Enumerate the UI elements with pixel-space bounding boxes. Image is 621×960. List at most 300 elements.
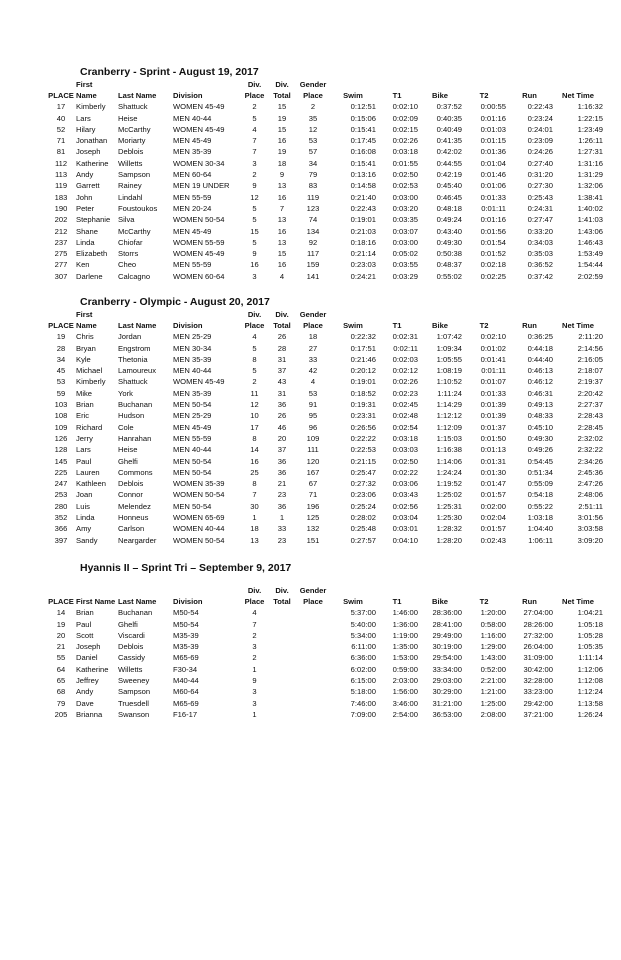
cell-gender-place: 96 — [308, 422, 318, 432]
cell-div-total: 36 — [277, 467, 287, 477]
cell-run: 37:21:00 — [523, 709, 553, 719]
cell-place: 190 — [54, 203, 68, 213]
cell-bike: 1:28:32 — [436, 524, 462, 534]
table-row — [46, 203, 603, 214]
cell-first-name: Kathleen — [76, 479, 106, 489]
cell-div-total: 36 — [277, 456, 287, 466]
cell-run: 0:49:30 — [527, 433, 553, 443]
header-gender-place: Place — [303, 321, 323, 330]
table-row — [46, 456, 603, 467]
section-title: Cranberry - Olympic - August 20, 2017 — [80, 296, 270, 308]
cell-t1: 0:02:54 — [392, 422, 418, 432]
cell-first-name: Peter — [76, 203, 95, 213]
cell-t1: 0:03:20 — [392, 203, 418, 213]
results-table — [46, 586, 603, 720]
header-top-place — [46, 80, 76, 90]
cell-place: 307 — [54, 271, 68, 281]
cell-t2: 0:01:37 — [480, 422, 506, 432]
cell-place: 28 — [56, 343, 66, 353]
header-top-swim — [330, 586, 376, 596]
cell-div-total — [268, 664, 296, 675]
cell-div-place: 8 — [252, 479, 257, 489]
table-row — [46, 501, 603, 512]
cell-first-name: Lars — [76, 445, 91, 455]
cell-t1: 1:56:00 — [392, 687, 418, 697]
header-top-first-name: First — [76, 310, 93, 319]
cell-place: 40 — [56, 113, 66, 123]
cell-div-total — [268, 686, 296, 697]
cell-div-place: 9 — [252, 249, 257, 259]
cell-division: WOMEN 45-49 — [173, 249, 225, 259]
header-net-time: Net Time — [562, 91, 594, 100]
cell-net-time: 2:18:07 — [577, 366, 603, 376]
cell-t1: 0:03:43 — [392, 490, 418, 500]
cell-first-name: Stephanie — [76, 215, 111, 225]
cell-div-place: 8 — [252, 433, 257, 443]
cell-bike: 28:41:00 — [432, 619, 462, 629]
cell-last-name: Swanson — [118, 709, 150, 719]
header-first-name: Name — [76, 91, 97, 100]
cell-div-place: 16 — [250, 456, 259, 466]
cell-last-name: York — [118, 388, 133, 398]
table-row — [46, 331, 603, 342]
cell-t1: 0:02:50 — [392, 170, 418, 180]
cell-last-name: Truesdell — [118, 698, 149, 708]
cell-last-name: Melendez — [118, 501, 151, 511]
cell-division: WOMEN 50-54 — [173, 490, 225, 500]
cell-net-time: 1:38:41 — [577, 192, 603, 202]
cell-last-name: Deblois — [118, 642, 144, 652]
cell-place: 225 — [54, 467, 68, 477]
header-top-gender-place: Gender — [299, 586, 327, 595]
cell-bike: 0:50:38 — [436, 249, 462, 259]
cell-t2: 2:08:00 — [480, 709, 506, 719]
cell-div-total: 20 — [277, 433, 287, 443]
cell-last-name: Calcagno — [118, 271, 151, 281]
cell-bike: 1:05:55 — [436, 354, 462, 364]
cell-place: 64 — [56, 664, 66, 674]
cell-division: WOMEN 55-59 — [173, 237, 225, 247]
cell-place: 366 — [54, 524, 68, 534]
cell-gender-place: 74 — [308, 215, 318, 225]
header-top-division — [173, 310, 241, 320]
cell-place: 45 — [56, 366, 66, 376]
cell-swim: 7:09:00 — [350, 709, 376, 719]
header-t2: T2 — [479, 321, 489, 330]
table-row — [46, 433, 603, 444]
header-first-name: First Name — [76, 597, 116, 606]
header-top-first-name — [76, 586, 118, 596]
header-top-last-name — [118, 586, 173, 596]
cell-div-place: 2 — [252, 102, 257, 112]
table-row — [46, 101, 603, 112]
table-row — [46, 135, 603, 146]
header-run: Run — [522, 321, 537, 330]
cell-first-name: Kimberly — [76, 377, 106, 387]
cell-first-name: Brian — [76, 608, 94, 618]
cell-t2: 0:01:54 — [480, 237, 506, 247]
cell-place: 145 — [54, 456, 68, 466]
header-top-t1 — [376, 310, 418, 320]
table-row — [46, 248, 603, 259]
header-div-total: Total — [273, 321, 291, 330]
cell-div-total: 7 — [279, 203, 285, 213]
cell-first-name: Joan — [76, 490, 93, 500]
cell-t2: 0:01:31 — [480, 456, 506, 466]
cell-division: M60-64 — [173, 687, 199, 697]
cell-div-total: 13 — [277, 181, 287, 191]
cell-div-place: 2 — [252, 170, 257, 180]
cell-gender-place: 53 — [308, 136, 318, 146]
header-div-place: Place — [244, 321, 265, 330]
cell-division: MEN 45-49 — [173, 422, 212, 432]
header-gender-place: Place — [303, 597, 323, 606]
cell-last-name: Viscardi — [118, 630, 145, 640]
cell-bike: 1:16:38 — [436, 445, 462, 455]
cell-run: 0:46:12 — [527, 377, 553, 387]
cell-first-name: Joseph — [76, 642, 101, 652]
cell-division: M65-69 — [173, 698, 199, 708]
cell-swim: 0:25:47 — [350, 467, 376, 477]
cell-last-name: Heise — [118, 113, 138, 123]
cell-run: 0:23:24 — [527, 113, 553, 123]
cell-gender-place: 34 — [308, 158, 318, 168]
cell-place: 119 — [54, 181, 68, 191]
cell-swim: 5:34:00 — [350, 630, 376, 640]
cell-last-name: Hanrahan — [118, 433, 152, 443]
results-body — [46, 331, 603, 546]
cell-bike: 1:14:06 — [436, 456, 462, 466]
table-row — [46, 709, 603, 720]
cell-net-time: 1:22:15 — [577, 113, 603, 123]
cell-bike: 1:15:03 — [436, 433, 462, 443]
cell-t1: 0:03:01 — [392, 524, 418, 534]
cell-bike: 30:29:00 — [432, 687, 462, 697]
header-top-division — [173, 586, 241, 596]
cell-gender-place: 141 — [306, 271, 320, 281]
cell-run: 30:42:00 — [523, 664, 553, 674]
cell-div-total: 16 — [277, 226, 287, 236]
cell-div-total: 15 — [277, 102, 287, 112]
cell-run: 0:54:45 — [527, 456, 553, 466]
cell-div-place: 5 — [252, 366, 257, 376]
header-last-name: Last Name — [118, 321, 157, 330]
cell-t2: 0:02:25 — [480, 271, 506, 281]
cell-bike: 1:28:20 — [436, 535, 462, 545]
cell-t1: 0:02:45 — [392, 400, 418, 410]
header-top-run — [506, 586, 553, 596]
cell-division: MEN 55-59 — [173, 260, 212, 270]
cell-t2: 0:02:43 — [480, 535, 506, 545]
cell-t2: 0:02:10 — [480, 332, 506, 342]
header-first-name: Name — [76, 321, 97, 330]
cell-place: 126 — [54, 433, 68, 443]
cell-place: 79 — [56, 698, 66, 708]
cell-gender-place: 95 — [308, 411, 318, 421]
cell-last-name: Hudson — [118, 411, 145, 421]
cell-div-place: 4 — [252, 124, 257, 134]
cell-net-time: 1:05:18 — [577, 619, 603, 629]
cell-run: 0:48:33 — [527, 411, 553, 421]
cell-swim: 0:21:15 — [350, 456, 376, 466]
cell-gender-place — [296, 686, 330, 697]
cell-first-name: Jeffrey — [76, 676, 99, 686]
cell-swim: 0:18:52 — [350, 388, 376, 398]
cell-first-name: Andy — [76, 687, 94, 697]
cell-bike: 1:07:42 — [436, 332, 462, 342]
cell-div-total: 9 — [279, 170, 285, 180]
cell-run: 0:36:52 — [527, 260, 553, 270]
cell-place: 55 — [56, 653, 66, 663]
cell-div-total — [268, 698, 296, 709]
header-top-t1 — [376, 586, 418, 596]
cell-div-total — [268, 607, 296, 618]
cell-t2: 0:01:03 — [480, 124, 506, 134]
table-row — [46, 641, 603, 652]
cell-div-place: 5 — [252, 113, 257, 123]
cell-div-place: 30 — [250, 501, 259, 511]
cell-division: WOMEN 35-39 — [173, 479, 225, 489]
cell-net-time: 1:46:43 — [577, 237, 603, 247]
cell-run: 0:24:31 — [527, 203, 553, 213]
cell-place: 212 — [54, 226, 68, 236]
cell-last-name: Lindahl — [118, 192, 143, 202]
cell-t1: 0:03:04 — [392, 513, 418, 523]
table-row — [46, 237, 603, 248]
cell-first-name: Garrett — [76, 181, 100, 191]
cell-last-name: Sweeney — [118, 676, 150, 686]
cell-t2: 0:00:55 — [480, 102, 506, 112]
cell-first-name: Shane — [76, 226, 98, 236]
cell-swim: 0:15:06 — [350, 113, 376, 123]
cell-div-total — [268, 641, 296, 652]
cell-t2: 1:20:00 — [480, 608, 506, 618]
table-row — [46, 343, 603, 354]
cell-swim: 0:16:08 — [350, 147, 376, 157]
cell-div-place: 7 — [252, 490, 257, 500]
header-top-bike — [418, 80, 462, 90]
cell-run: 1:04:40 — [527, 524, 553, 534]
cell-swim: 0:27:57 — [350, 535, 376, 545]
cell-run: 0:49:13 — [527, 400, 553, 410]
cell-div-total: 23 — [277, 535, 287, 545]
cell-t2: 0:01:36 — [480, 147, 506, 157]
cell-swim: 6:36:00 — [350, 653, 376, 663]
header-division: Division — [173, 597, 203, 606]
cell-division: WOMEN 50-54 — [173, 215, 225, 225]
cell-swim: 0:15:41 — [350, 158, 376, 168]
cell-first-name: Ken — [76, 260, 90, 270]
table-row — [46, 399, 603, 410]
cell-net-time: 2:16:05 — [577, 354, 603, 364]
table-row — [46, 226, 603, 237]
cell-t1: 0:05:02 — [392, 249, 418, 259]
cell-division: F30-34 — [173, 664, 198, 674]
cell-t1: 0:02:15 — [392, 124, 418, 134]
cell-bike: 0:49:24 — [436, 215, 462, 225]
cell-t1: 0:02:56 — [392, 501, 418, 511]
header-last-name: Last Name — [118, 597, 157, 606]
cell-first-name: Kyle — [76, 354, 91, 364]
cell-swim: 5:18:00 — [350, 687, 376, 697]
cell-gender-place — [296, 664, 330, 675]
cell-gender-place: 2 — [310, 102, 316, 112]
cell-bike: 28:36:00 — [432, 608, 462, 618]
cell-net-time: 1:53:49 — [577, 249, 603, 259]
cell-net-time: 2:14:56 — [577, 343, 603, 353]
cell-bike: 1:10:52 — [436, 377, 462, 387]
header-top-div-place: Div. — [247, 80, 262, 89]
cell-last-name: Jordan — [118, 332, 142, 342]
results-body — [46, 101, 603, 282]
header-top-first-name: First — [76, 80, 93, 89]
cell-t1: 2:54:00 — [392, 709, 418, 719]
cell-div-place: 10 — [250, 411, 259, 421]
header-swim: Swim — [343, 91, 363, 100]
cell-division: WOMEN 45-49 — [173, 377, 225, 387]
cell-first-name: Paul — [76, 619, 92, 629]
table-row — [46, 146, 603, 157]
header-top-div-total: Div. — [275, 310, 289, 319]
header-top-gender-place: Gender — [299, 310, 327, 319]
cell-swim: 0:22:22 — [350, 433, 376, 443]
cell-net-time: 2:32:02 — [577, 433, 603, 443]
cell-first-name: Amy — [76, 524, 92, 534]
cell-div-total: 19 — [277, 113, 287, 123]
table-row — [46, 354, 603, 365]
cell-t2: 0:01:39 — [480, 400, 506, 410]
cell-gender-place: 91 — [308, 400, 318, 410]
cell-gender-place: 125 — [306, 513, 320, 523]
header-division: Division — [173, 91, 203, 100]
cell-division: M35-39 — [173, 630, 199, 640]
cell-net-time: 1:16:32 — [577, 102, 603, 112]
cell-bike: 31:21:00 — [432, 698, 462, 708]
cell-t2: 0:01:13 — [480, 445, 506, 455]
cell-first-name: Linda — [76, 513, 95, 523]
cell-div-place: 12 — [250, 400, 259, 410]
header-top-t2 — [462, 310, 506, 320]
cell-t2: 0:01:46 — [480, 170, 506, 180]
cell-place: 34 — [56, 354, 66, 364]
table-row — [46, 169, 603, 180]
cell-bike: 0:37:52 — [436, 102, 462, 112]
cell-bike: 0:41:35 — [436, 136, 462, 146]
cell-first-name: Bryan — [76, 343, 96, 353]
header-top-run — [506, 310, 553, 320]
cell-last-name: Cassidy — [118, 653, 146, 663]
cell-t1: 1:35:00 — [392, 642, 418, 652]
cell-swim: 0:21:40 — [350, 192, 376, 202]
cell-place: 202 — [54, 215, 68, 225]
cell-first-name: Brian — [76, 400, 94, 410]
cell-place: 71 — [56, 136, 66, 146]
cell-div-total: 16 — [277, 136, 287, 146]
cell-division: WOMEN 50-54 — [173, 535, 225, 545]
cell-swim: 0:22:43 — [350, 203, 376, 213]
cell-bike: 1:19:52 — [436, 479, 462, 489]
cell-division: M65-69 — [173, 653, 199, 663]
cell-div-total: 13 — [277, 237, 287, 247]
cell-gender-place: 83 — [308, 181, 318, 191]
cell-first-name: Katherine — [76, 158, 109, 168]
cell-t1: 0:03:03 — [392, 445, 418, 455]
cell-t1: 0:02:09 — [392, 113, 418, 123]
cell-t1: 0:02:23 — [392, 388, 418, 398]
cell-div-total: 19 — [277, 147, 287, 157]
cell-t1: 0:03:07 — [392, 226, 418, 236]
header-row-top — [46, 586, 603, 596]
cell-gender-place — [296, 630, 330, 641]
results-table — [46, 310, 603, 546]
header-top-bike — [418, 310, 462, 320]
cell-div-total — [268, 630, 296, 641]
cell-first-name: Elizabeth — [76, 249, 108, 259]
cell-division: MEN 35-39 — [173, 354, 212, 364]
cell-bike: 0:43:40 — [436, 226, 462, 236]
cell-t2: 0:01:52 — [480, 249, 506, 259]
header-t1: T1 — [392, 597, 402, 606]
cell-place: 21 — [56, 642, 66, 652]
header-place: PLACE — [48, 597, 74, 606]
cell-last-name: Lamoureux — [118, 366, 156, 376]
cell-first-name: Daniel — [76, 653, 98, 663]
cell-first-name: Dave — [76, 698, 94, 708]
header-swim: Swim — [343, 321, 363, 330]
cell-div-place: 9 — [252, 676, 257, 686]
cell-gender-place: 67 — [308, 479, 318, 489]
cell-t2: 0:01:30 — [480, 467, 506, 477]
table-row — [46, 652, 603, 663]
cell-div-place: 5 — [252, 237, 257, 247]
header-net-time: Net Time — [562, 597, 594, 606]
cell-t2: 1:29:00 — [480, 642, 506, 652]
cell-first-name: Kimberly — [76, 102, 106, 112]
cell-gender-place: 159 — [306, 260, 320, 270]
header-top-div-total: Div. — [275, 586, 289, 595]
header-net-time: Net Time — [562, 321, 594, 330]
cell-swim: 0:19:01 — [350, 215, 376, 225]
cell-division: MEN 50-54 — [173, 467, 212, 477]
cell-bike: 0:48:37 — [436, 260, 462, 270]
cell-run: 0:44:40 — [527, 354, 553, 364]
cell-first-name: Richard — [76, 422, 103, 432]
cell-run: 0:34:03 — [527, 237, 553, 247]
cell-t1: 0:02:10 — [392, 102, 418, 112]
cell-t1: 0:03:06 — [392, 479, 418, 489]
header-top-swim — [330, 310, 376, 320]
section-title: Cranberry - Sprint - August 19, 2017 — [80, 66, 259, 78]
cell-t1: 1:53:00 — [392, 653, 418, 663]
cell-swim: 0:17:45 — [350, 136, 376, 146]
cell-gender-place — [296, 698, 330, 709]
cell-net-time: 1:54:44 — [577, 260, 603, 270]
cell-div-place: 3 — [252, 642, 257, 652]
cell-gender-place: 109 — [306, 433, 320, 443]
cell-div-total: 4 — [279, 271, 285, 281]
cell-t1: 0:04:10 — [392, 535, 418, 545]
cell-net-time: 1:31:16 — [577, 158, 603, 168]
cell-div-place: 3 — [252, 687, 257, 697]
cell-t2: 0:01:15 — [480, 136, 506, 146]
header-div-total: Total — [273, 597, 291, 606]
cell-division: MEN 20-24 — [173, 203, 212, 213]
header-run: Run — [522, 91, 537, 100]
cell-division: MEN 55-59 — [173, 192, 212, 202]
table-row — [46, 158, 603, 169]
cell-place: 53 — [56, 377, 66, 387]
cell-t2: 0:01:33 — [480, 192, 506, 202]
